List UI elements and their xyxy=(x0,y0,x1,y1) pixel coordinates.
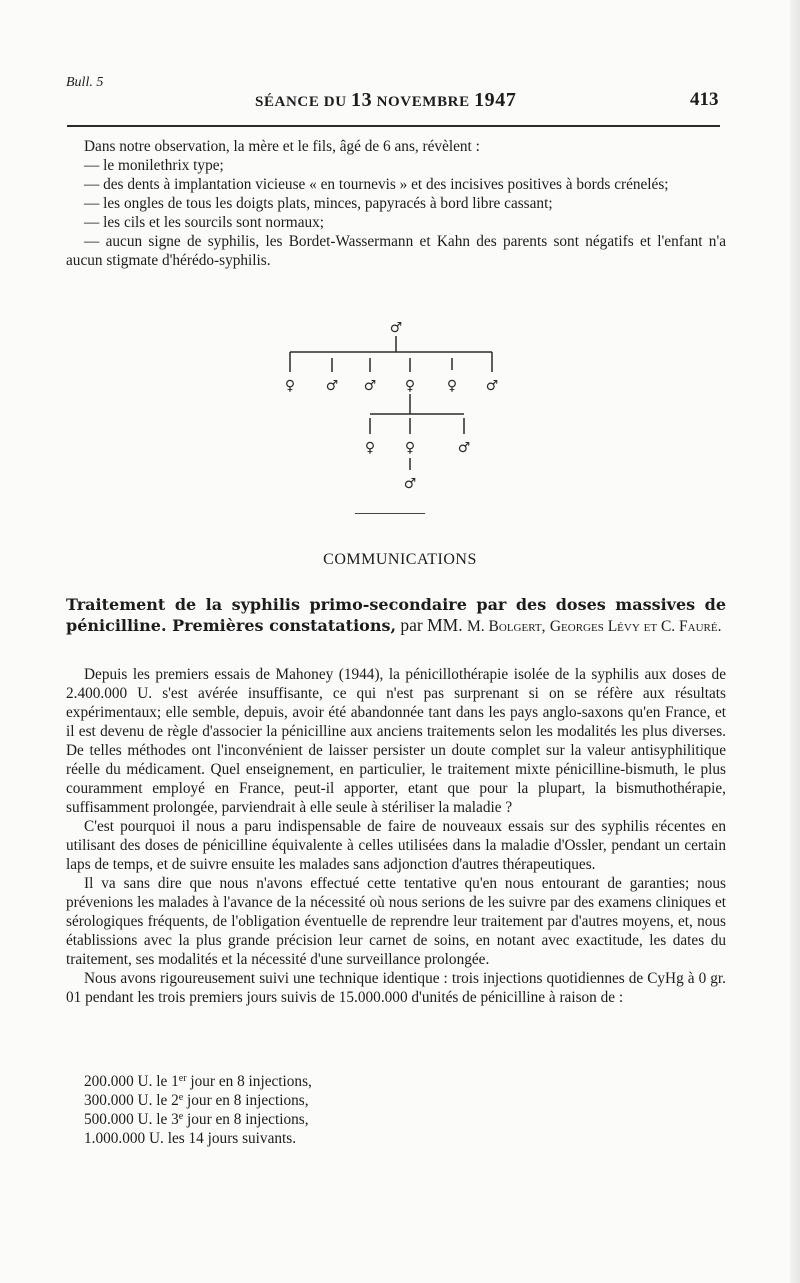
pedigree-gen2-1: ♀ xyxy=(284,378,296,394)
pedigree-gen2-5: ♀ xyxy=(446,378,458,394)
dose-rest: jour en 8 injections, xyxy=(186,1073,312,1090)
observation-line: — aucun signe de syphilis, les Bordet-Wassermann et Kahn des parents sont négatifs et l'enfant n'a aucun stigmate d'hérédo-syphilis. xyxy=(66,233,726,269)
paragraph: Depuis les premiers essais de Mahoney (1944), la pénicillothérapie isolée de la syphilis aux doses de 2.400.000 U. s'est avérée insuffisante, ce qui n'est pas surprenant si on se réfère aux résultats expérimentaux; elle semble, depuis, avoir été abandonnée tant dans les pays anglo-saxons qu'en France, et il est devenu de règle d'associer la pénicilline aux anciens traitements selon les modalités les plus diverses. De telles méthodes ont l'inconvénient de laisser persister un doute complet sur la valeur antisyphilitique réelle du médicament. Quel enseignement, en particulier, le traitement mixte pénicilline-bismuth, le plus couramment employé en France, peut-il apporter, etant que pour la plupart, la bismuthothérapie, suffisamment prolongée, parviendrait à elle seule à stériliser la maladie ? xyxy=(66,666,726,816)
section-heading: COMMUNICATIONS xyxy=(323,551,477,568)
dose-amount: 1.000.000 U. les 14 jours suivants. xyxy=(84,1130,297,1147)
dose-line xyxy=(84,1091,484,1110)
pedigree-top: ♂ xyxy=(389,320,403,336)
pedigree-gen2-3: ♂ xyxy=(363,378,377,394)
article-authors: M. Bolgert, xyxy=(467,618,546,635)
pedigree-gen3-2: ♀ xyxy=(404,440,416,456)
dose-line xyxy=(84,1110,484,1129)
title-month: NOVEMBRE xyxy=(372,94,475,110)
observation-line: — les ongles de tous les doigts plats, minces, papyracés à bord libre cassant; xyxy=(84,195,553,212)
bulletin-label: Bull. 5 xyxy=(66,75,104,90)
pedigree-gen2-2: ♂ xyxy=(325,378,339,394)
page-number: 413 xyxy=(690,89,719,110)
paragraph: Nous avons rigoureusement suivi une technique identique : trois injections quotidiennes de CyHg à 0 gr. 01 pendant les trois premiers jours suivis de 15.000.000 d'unités de pénicilline à raison de : xyxy=(66,970,726,1006)
dose-schedule xyxy=(84,1072,484,1148)
pedigree-gen4: ♂ xyxy=(403,476,417,492)
article-heading xyxy=(66,594,726,637)
page-title xyxy=(255,89,516,112)
page-edge xyxy=(790,0,800,1283)
observation-line: — les cils et les sourcils sont normaux; xyxy=(84,214,325,231)
paragraph: C'est pourquoi il nous a paru indispensable de faire de nouveaux essais sur des syphilis récentes en utilisant des doses de pénicilline équivalente à celles utilisées dans la maladie d'Ossler, pendant un certain laps de temps, et de suivre ensuite les malades sans adjonction d'autres thérapeutiques. xyxy=(66,818,726,873)
dose-amount: 200.000 U. le 1 xyxy=(84,1073,179,1090)
article-title: Traitement de la syphilis primo-secondaire par des doses massives de pénicilline. Premières constatations, xyxy=(66,595,726,635)
dose-line xyxy=(84,1072,484,1091)
dose-sup: er xyxy=(178,1073,187,1084)
observation-line: Dans notre observation, la mère et le fils, âgé de 6 ans, révèlent : xyxy=(84,138,480,155)
dose-amount: 300.000 U. le 2 xyxy=(84,1092,179,1109)
paragraph: Il va sans dire que nous n'avons effectué cette tentative qu'en nous entourant de garanties; nous prévenions les malades à l'avance de la nécessité où nous serions de les suivre par des examens cliniques et sérologiques fréquents, de l'obligation éventuelle de reprendre leur traitement par d'autres moyens, et, nous établissions avec la plus grande précision leur carnet de soins, en notant avec exactitude, les dates du traitement, ses modalités et la nécessité d'une surveillance prolongée. xyxy=(66,875,726,968)
dose-rest: jour en 8 injections, xyxy=(183,1092,309,1109)
pedigree-gen3-3: ♂ xyxy=(457,440,471,456)
pedigree-lines xyxy=(270,310,510,500)
separator-rule xyxy=(355,513,425,514)
dose-amount: 500.000 U. le 3 xyxy=(84,1111,179,1128)
running-header xyxy=(0,87,800,115)
title-year: 1947 xyxy=(474,89,517,111)
observation-line: — des dents à implantation vicieuse « en tournevis » et des incisives positives à bords crénelés; xyxy=(84,176,669,193)
pedigree-gen2-4: ♀ xyxy=(404,378,416,394)
observation-block xyxy=(66,137,726,270)
dose-sup: e xyxy=(178,1092,184,1103)
article-body xyxy=(66,665,726,1007)
observation-line: — le monilethrix type; xyxy=(84,157,224,174)
pedigree-gen3-1: ♀ xyxy=(364,440,376,456)
dose-sup: e xyxy=(178,1111,184,1122)
title-prefix: SÉANCE DU xyxy=(255,94,352,110)
header-rule xyxy=(67,125,720,127)
dose-rest: jour en 8 injections, xyxy=(183,1111,309,1128)
article-by: par MM. xyxy=(396,615,467,635)
title-day: 13 xyxy=(351,89,373,111)
dose-line xyxy=(84,1129,484,1148)
article-authors-cont: Georges Lévy et C. Fauré. xyxy=(549,618,722,635)
pedigree-gen2-6: ♂ xyxy=(485,378,499,394)
pedigree-chart xyxy=(270,310,510,500)
